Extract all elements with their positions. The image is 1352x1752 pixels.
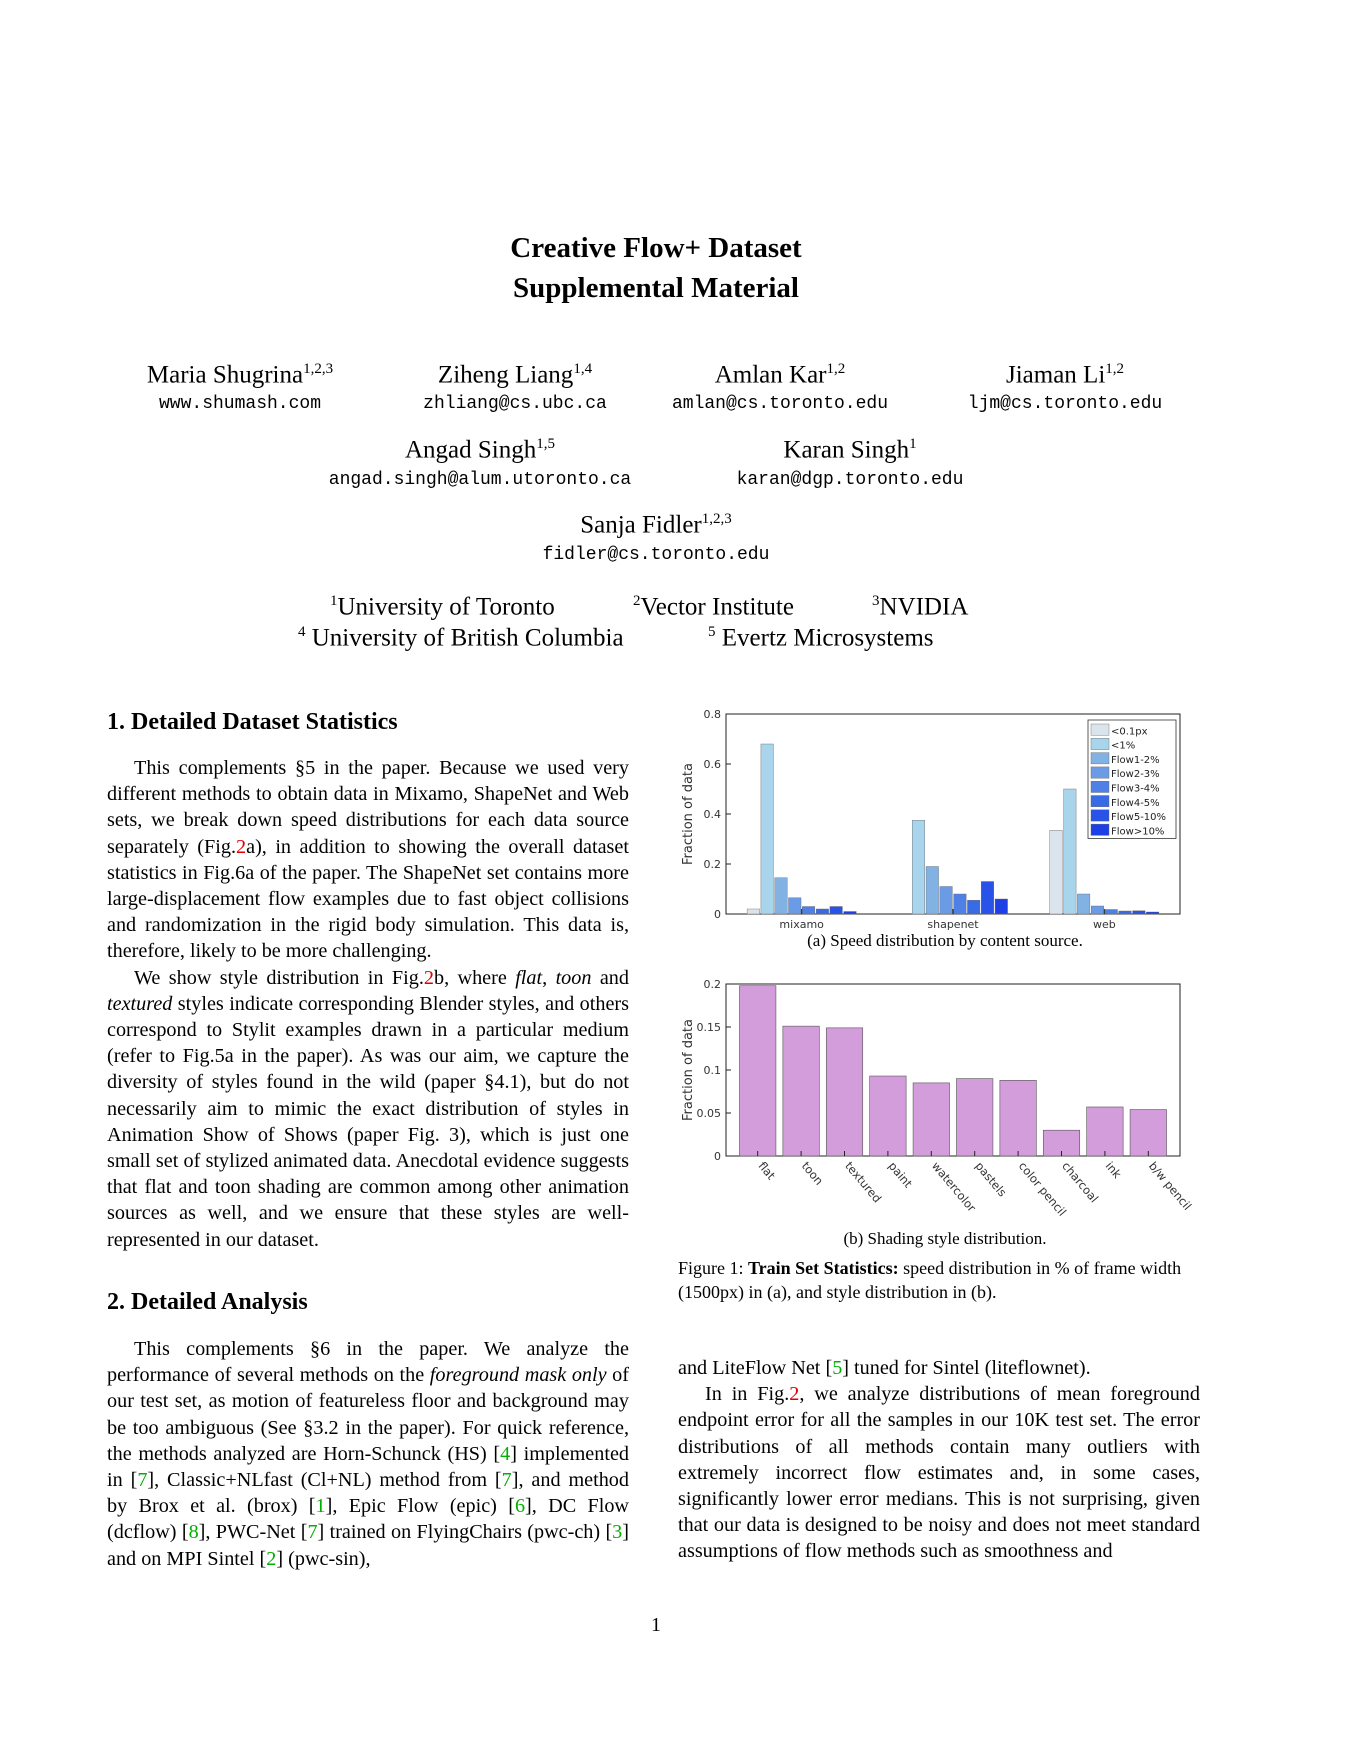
x-tick-label: mixamo — [779, 918, 824, 931]
author-name: Angad Singh$^{1,5}$ — [405, 436, 555, 464]
affiliation: $^4$ University of British Columbia — [298, 624, 624, 652]
citation-link[interactable]: 8 — [188, 1521, 199, 1544]
y-tick-label: 0.4 — [703, 808, 721, 821]
bar — [747, 909, 760, 914]
legend-swatch — [1091, 781, 1109, 792]
bar — [940, 887, 953, 915]
legend-swatch — [1091, 724, 1109, 735]
section-heading: 2. Detailed Analysis — [107, 1289, 308, 1315]
y-tick-label: 0.8 — [703, 708, 721, 721]
legend-label: Flow3-4% — [1111, 783, 1160, 795]
y-axis-label: Fraction of data — [681, 763, 696, 865]
citation-link[interactable]: 5 — [832, 1357, 843, 1379]
author-email[interactable]: amlan@cs.toronto.edu — [671, 394, 889, 414]
bar — [1091, 906, 1104, 914]
bar — [783, 1026, 819, 1156]
legend-swatch — [1091, 824, 1109, 835]
x-tick-label: toon — [798, 1158, 827, 1188]
citation-link[interactable]: 7 — [137, 1469, 148, 1492]
affiliation: $^2$Vector Institute — [633, 593, 794, 621]
chart-style-distribution — [678, 970, 1212, 1230]
figure-ref-link[interactable]: 2 — [789, 1383, 800, 1406]
author-name: Sanja Fidler$^{1,2,3}$ — [580, 511, 732, 539]
figure-ref-link[interactable]: 2 — [423, 966, 434, 989]
bar — [981, 882, 994, 915]
page-number: 1 — [651, 1614, 661, 1636]
bar — [816, 909, 829, 914]
section-2-body: This complements §6 in the paper. We analyze the performance of several methods on the foreground mask only of our test set, as motion of featureless floor and background may be too ambiguous (See §3.2 in the paper). For quick reference, the methods analyzed are Horn-Schunck (HS) [4] implemented in [7], Classic+NLfast (Cl+NL) method from [7], and method by Brox et al. (brox) [1], Epic Flow (epic) [6], DC Flow (dcflow) [8], PWC-Net [7] trained on FlyingChairs (pwc-ch) [3] and on MPI Sintel [2] (pwc-sin), — [107, 1338, 630, 1570]
x-tick-label: charcoal — [1059, 1158, 1102, 1206]
legend-label: <0.1px — [1111, 726, 1148, 738]
figure-ref-link[interactable]: 2 — [236, 835, 247, 858]
legend-label: Flow5-10% — [1111, 812, 1167, 824]
author-email[interactable]: ljm@cs.toronto.edu — [967, 394, 1163, 414]
figure-caption: Figure 1: Train Set Statistics: speed distribution in % of frame width (1500px) in (a), and style distribution in (b). — [678, 1258, 1182, 1302]
bar — [1133, 911, 1146, 914]
bar — [912, 820, 925, 914]
author-name: Amlan Kar$^{1,2}$ — [714, 361, 846, 389]
legend-label: Flow>10% — [1111, 826, 1165, 838]
bar — [967, 900, 980, 914]
subfigure-caption-b: (b) Shading style distribution. — [843, 1229, 1047, 1248]
y-tick-label: 0.05 — [696, 1107, 721, 1120]
bar — [870, 1076, 906, 1156]
bar — [1130, 1110, 1166, 1156]
subfigure-caption-a: (a) Speed distribution by content source. — [807, 931, 1083, 950]
title-line-2: Supplemental Material — [513, 272, 799, 304]
affiliation: $^1$University of Toronto — [330, 593, 555, 621]
style-distribution-chart — [678, 970, 1212, 1230]
legend-swatch — [1091, 767, 1109, 778]
x-tick-label: flat — [755, 1158, 779, 1183]
title-line-1: Creative Flow+ Dataset — [510, 232, 802, 264]
bar — [789, 898, 802, 914]
legend-label: Flow2-3% — [1111, 769, 1160, 781]
paper-title — [0, 228, 1312, 308]
x-tick-label: textured — [842, 1158, 885, 1206]
x-tick-label: watercolor — [929, 1158, 979, 1215]
affiliation: $^5$ Evertz Microsystems — [708, 624, 934, 652]
legend-label: Flow1-2% — [1111, 754, 1160, 766]
bar — [954, 894, 967, 914]
section-heading: 1. Detailed Dataset Statistics — [107, 709, 398, 735]
bar — [913, 1083, 949, 1156]
legend-swatch — [1091, 753, 1109, 764]
y-tick-label: 0 — [714, 1150, 721, 1163]
bar — [1105, 910, 1118, 915]
bar — [1064, 789, 1077, 914]
citation-link[interactable]: 2 — [266, 1547, 277, 1570]
x-tick-label: b/w pencil — [1146, 1158, 1195, 1213]
y-axis-label: Fraction of data — [681, 1019, 696, 1121]
author-email[interactable]: karan@dgp.toronto.edu — [736, 470, 964, 490]
bar — [956, 1079, 992, 1156]
bar — [1050, 830, 1063, 914]
bar — [1087, 1107, 1123, 1156]
bar — [844, 912, 857, 915]
author-email[interactable]: zhliang@cs.ubc.ca — [423, 394, 607, 414]
y-tick-label: 0.1 — [703, 1064, 721, 1077]
x-tick-label: pastels — [972, 1158, 1010, 1200]
author-name: Ziheng Liang$^{1,4}$ — [437, 361, 593, 389]
x-tick-label: ink — [1102, 1158, 1125, 1182]
author-name: Maria Shugrina$^{1,2,3}$ — [146, 361, 334, 389]
y-tick-label: 0.2 — [703, 978, 721, 991]
author-name: Jiaman Li$^{1,2}$ — [1005, 361, 1125, 389]
y-tick-label: 0.2 — [703, 858, 721, 871]
legend-label: Flow4-5% — [1111, 797, 1160, 809]
affiliation: $^3$NVIDIA — [872, 593, 969, 621]
citation-link[interactable]: 7 — [307, 1521, 318, 1544]
x-tick-label: color pencil — [1015, 1158, 1070, 1219]
bar — [761, 744, 774, 914]
bar — [775, 878, 788, 914]
legend-label: <1% — [1111, 740, 1136, 752]
legend-swatch — [1091, 738, 1109, 749]
bar — [1000, 1080, 1036, 1156]
y-tick-label: 0.15 — [696, 1021, 721, 1034]
citation-link[interactable]: 6 — [514, 1495, 526, 1518]
right-column-body: and LiteFlow Net [5] tuned for Sintel (liteflownet). In in Fig.2, we analyze distributions of mean foreground endpoint error for all the samples in our 10K test set. The error distributions of all methods contain many outliers with extremely incorrect flow estimates and, in some cases, significantly lower error medians. This is not surprising, given that our data is designed to be noisy and does not meet standard assumptions of flow methods such as smoothness and — [678, 1357, 1200, 1563]
bar — [926, 867, 939, 915]
x-tick-label: web — [1092, 918, 1116, 931]
x-tick-label: paint — [885, 1158, 916, 1191]
citation-link[interactable]: 3 — [612, 1521, 623, 1544]
legend-swatch — [1091, 796, 1109, 807]
author-email[interactable]: www.shumash.com — [158, 394, 322, 414]
citation-link[interactable]: 4 — [500, 1442, 511, 1465]
legend-swatch — [1091, 810, 1109, 821]
bar — [830, 907, 843, 915]
section-1-body: This complements §5 in the paper. Because we used very different methods to obtain data in Mixamo, ShapeNet and Web sets, we break down speed distributions for each data source separately (Fig.2a), in addition to showing the overall dataset statistics in Fig.6a of the paper. The ShapeNet set contains more large-displacement flow examples due to fast object collisions and randomization in the rigid body simulation. This data is, therefore, likely to be more challenging. We show style distribution in Fig.2b, where flat, toon and textured styles indicate corresponding Blender styles, and others correspond to Stylit examples drawn in a particular medium (refer to Fig.5a in the paper). As was our aim, we capture the diversity of styles found in the wild (paper §4.1), but do not necessarily aim to mimic the exact distribution of styles in Animation Show of Shows (paper Fig. 3), which is just one small set of stylized animated data. Anecdotal evidence suggests that flat and toon shading are common among other animation sources as well, and we ensure that these styles are well-represented in our dataset. — [107, 757, 629, 1251]
y-tick-label: 0 — [714, 908, 721, 921]
bar — [826, 1028, 862, 1156]
bar — [1119, 911, 1132, 914]
bar — [1077, 894, 1090, 914]
x-tick-label: shapenet — [927, 918, 979, 931]
citation-link[interactable]: 7 — [501, 1469, 512, 1492]
bar — [1146, 912, 1159, 914]
bar — [739, 986, 775, 1156]
bar — [802, 907, 815, 915]
author-email[interactable]: angad.singh@alum.utoronto.ca — [328, 470, 632, 490]
author-name: Karan Singh$^1$ — [783, 436, 917, 464]
bar — [995, 899, 1008, 914]
y-tick-label: 0.6 — [703, 758, 721, 771]
citation-link[interactable]: 1 — [315, 1495, 326, 1518]
author-email[interactable]: fidler@cs.toronto.edu — [542, 545, 770, 565]
